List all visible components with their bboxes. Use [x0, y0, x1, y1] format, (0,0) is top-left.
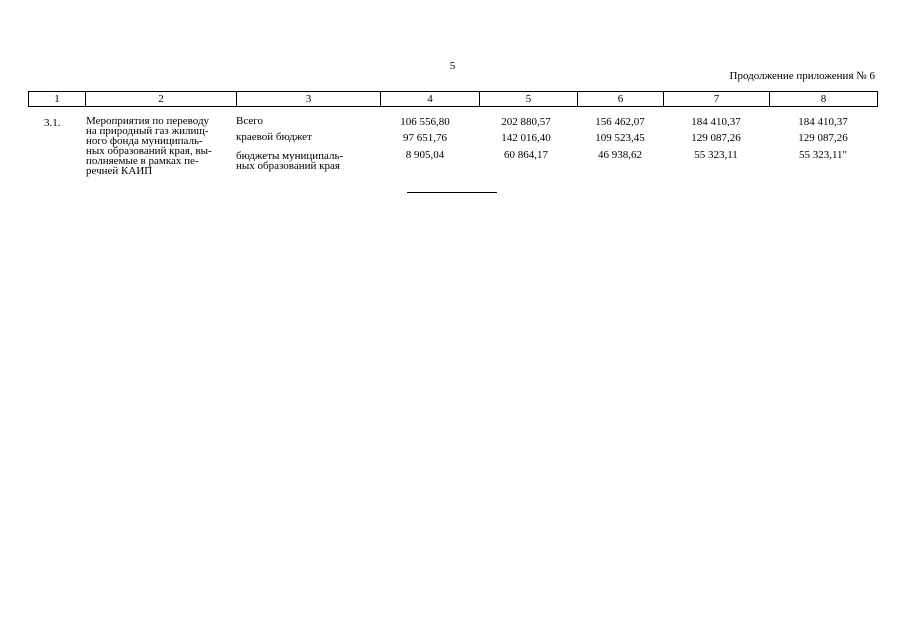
value-cell: 109 523,45: [595, 132, 645, 144]
header-row: [29, 92, 878, 107]
header-cell-4: 4: [381, 92, 480, 107]
header-cell-2: 2: [86, 92, 237, 107]
value-cell: 156 462,07: [595, 116, 645, 128]
header-cell-1: 1: [29, 92, 86, 107]
description-line: полняемые в рамках пе-: [86, 155, 199, 167]
column-number-header: [28, 91, 878, 107]
value-cell: 142 016,40: [501, 132, 551, 144]
value-cell: 129 087,26: [691, 132, 741, 144]
value-cell: 129 087,26: [798, 132, 848, 144]
row-code: 3.1.: [44, 117, 61, 129]
value-cell: 97 651,76: [403, 132, 447, 144]
header-cell-5: 5: [480, 92, 578, 107]
header-cell-8: 8: [770, 92, 878, 107]
description-line: ных образований края, вы-: [86, 145, 212, 157]
description-line: на природный газ жилищ-: [86, 125, 209, 137]
value-cell: 60 864,17: [504, 149, 548, 161]
value-cell: 8 905,04: [405, 149, 445, 161]
header-cell-6: 6: [578, 92, 664, 107]
source-label-municipal-budgets: [236, 151, 343, 171]
header-cell-7: 7: [664, 92, 770, 107]
value-cell: 184 410,37: [691, 116, 741, 128]
description-line: ного фонда муниципаль-: [86, 135, 203, 147]
source-label-line: бюджеты муниципаль-: [236, 150, 344, 162]
page-number: 5: [449, 60, 456, 72]
source-label-total: Всего: [236, 115, 263, 127]
description-line: речней КАИП: [86, 165, 153, 177]
source-label-line: ных образований края: [236, 160, 340, 172]
value-cell: 106 556,80: [400, 116, 450, 128]
appendix-continuation-note: Продолжение приложения № 6: [729, 70, 875, 82]
value-cell: 55 323,11": [798, 149, 848, 161]
row-description: [86, 116, 236, 176]
value-cell: 46 938,62: [598, 149, 642, 161]
header-cell-3: 3: [237, 92, 381, 107]
end-divider-line: [407, 192, 497, 193]
value-cell: 202 880,57: [501, 116, 551, 128]
value-cell: 184 410,37: [798, 116, 848, 128]
source-label-regional-budget: краевой бюджет: [236, 131, 312, 143]
value-cell: 55 323,11: [694, 149, 738, 161]
description-line: Мероприятия по переводу: [86, 115, 210, 127]
